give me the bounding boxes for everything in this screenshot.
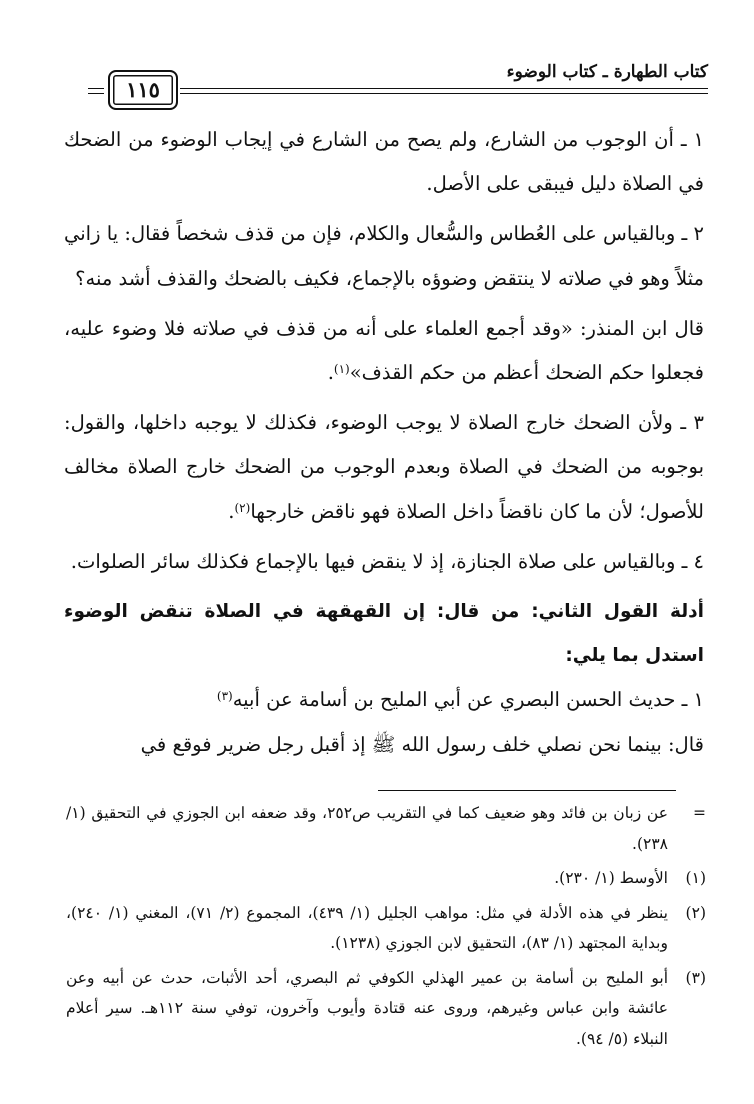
footnote-mark: (١) — [685, 869, 706, 887]
running-title: كتاب الطهارة ـ كتاب الوضوء — [506, 62, 708, 82]
paragraph: ٤ ـ وبالقياس على صلاة الجنازة، إذ لا ينقض فيها بالإجماع فكذلك سائر الصلوات. — [70, 549, 704, 573]
footnote-text: ينظر في هذه الأدلة في مثل: مواهب الجليل (١/ ٤٣٩)، المجموع (٢/ ٧١)، المغني (١/ ٢٤٠)، وبداية المجتهد (١/ ٨٣)، التحقيق لابن الجوزي (١٢٣٨). — [66, 903, 668, 952]
footnote-text: أبو المليح بن أسامة بن عمير الهذلي الكوفي ثم البصري، أحد الأثبات، حدث عن أبيه وعن عائشة وابن عباس وغيرهم، وروى عنه قتادة وأيوب وآخرون، توفي سنة ١١٢هـ. سير أعلام النبلاء (٥/ ٩٤). — [66, 968, 668, 1048]
footnote-mark: (٣) — [685, 968, 706, 987]
footnote — [66, 963, 706, 1055]
footnote-separator — [378, 790, 676, 791]
header-rule — [88, 93, 104, 94]
footnote-text: الأوسط (١/ ٢٣٠). — [554, 869, 668, 887]
paragraph — [64, 307, 704, 395]
footnote — [66, 898, 706, 959]
quote-text: قال ابن المنذر: «وقد أجمع العلماء على أنه من قذف في صلاته فلا وضوء عليه، فجعلوا حكم الضحك أعظم من حكم القذف» — [64, 316, 704, 385]
header-rule — [180, 93, 708, 94]
footnote — [66, 798, 706, 859]
footnote-ref: (١) — [333, 362, 350, 377]
paragraph-text: ١ ـ حديث الحسن البصري عن أبي المليح بن أسامة عن أبيه — [232, 688, 704, 712]
footnote-ref: (٢) — [234, 500, 251, 515]
footnote-mark: (٢) — [685, 903, 706, 922]
punctuation: . — [327, 361, 334, 385]
section-heading: أدلة القول الثاني: من قال: إن القهقهة في الصلاة تنقض الوضوء استدل بما يلي: — [64, 601, 704, 667]
paragraph-text: ٣ ـ ولأن الضحك خارج الصلاة لا يوجب الوضوء، فكذلك لا يوجبه داخلها، والقول: بوجوبه من الضحك في الصلاة وبعدم الوجوب من الضحك خارج الصلاة مخالف للأصول؛ لأن ما كان ناقضاً داخل الصلاة فهو ناقض خارجها — [64, 411, 704, 523]
paragraph — [64, 401, 704, 534]
main-text — [64, 118, 704, 767]
footnote — [66, 863, 706, 894]
footnote-text: عن زبان بن فائد وهو ضعيف كما في التقريب ص٢٥٢، وقد ضعفه ابن الجوزي في التحقيق (١/ ٢٣٨). — [66, 804, 668, 853]
paragraph: قال: بينما نحن نصلي خلف رسول الله ﷺ إذ أقبل رجل ضرير فوقع في — [140, 732, 704, 756]
paragraph: ١ ـ أن الوجوب من الشارع، ولم يصح من الشارع في إيجاب الوضوء من الضحك في الصلاة دليل فيبقى على الأصل. — [64, 128, 704, 196]
paragraph: ٢ ـ وبالقياس على العُطاس والسُّعال والكلام، فإن من قذف شخصاً فقال: يا زاني مثلاً وهو في صلاته لا ينتقض وضوؤه بالإجماع، فكيف بالضحك والقذف أشد منه؟ — [64, 222, 704, 290]
footnotes — [66, 798, 706, 1058]
header-rule — [88, 88, 104, 89]
footnote-ref: (٣) — [216, 689, 233, 704]
page-number: ١١٥ — [108, 70, 178, 110]
page-header — [88, 60, 708, 120]
footnote-mark: = — [693, 804, 706, 822]
punctuation: . — [228, 499, 235, 523]
paragraph — [64, 678, 704, 722]
header-rule — [180, 88, 708, 89]
